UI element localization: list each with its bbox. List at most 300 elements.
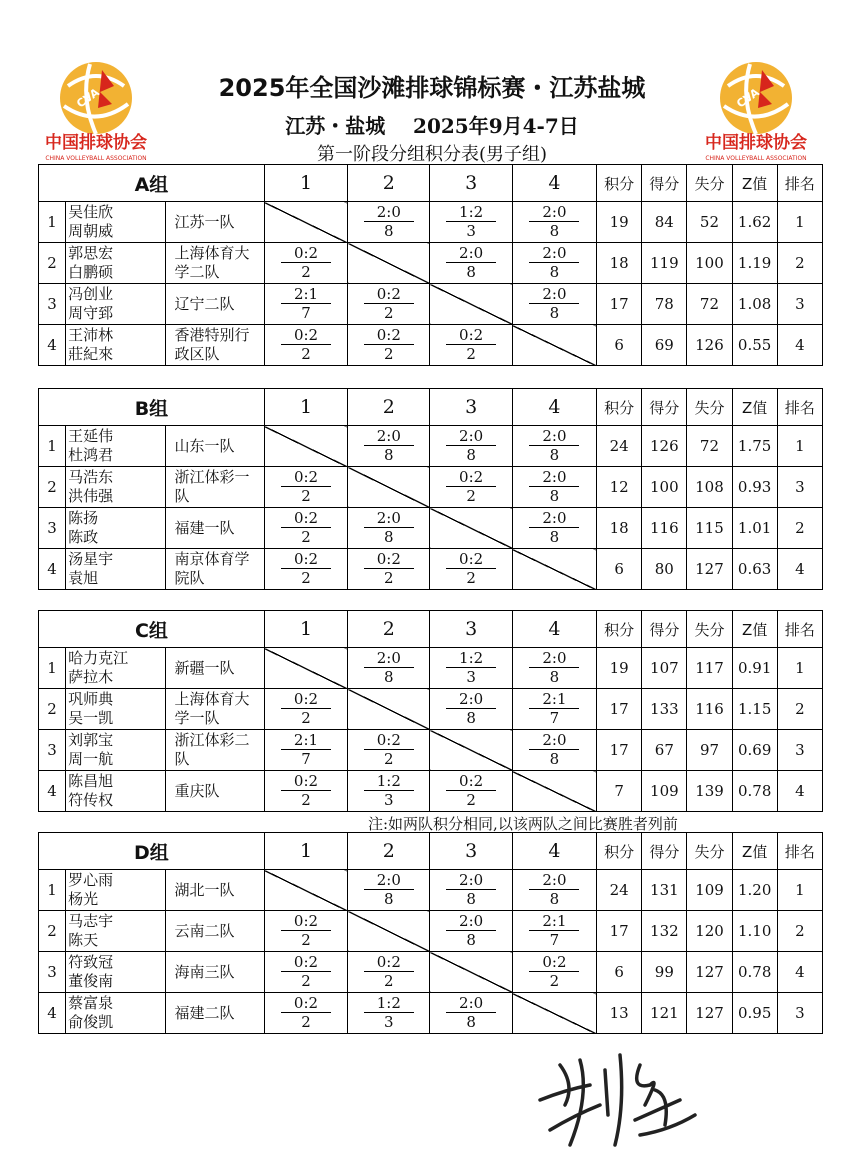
rank-value: 1 (777, 648, 822, 689)
match-score (446, 913, 496, 948)
match-result-cell (430, 771, 512, 812)
rank-value: 2 (777, 508, 822, 549)
scored-column-header: 得分 (642, 389, 687, 426)
points-value: 17 (597, 689, 642, 730)
team-number: 3 (39, 508, 66, 549)
match-result-cell (348, 870, 430, 911)
match-result-cell (264, 771, 347, 812)
match-points: 8 (549, 304, 560, 322)
match-score (364, 954, 414, 989)
set-score: 2:0 (364, 872, 414, 890)
team-name: 上海体育大学一队 (166, 689, 264, 730)
lost-value: 72 (687, 284, 732, 325)
scored-column-header: 得分 (642, 833, 687, 870)
match-points: 7 (549, 709, 560, 727)
scored-value: 132 (642, 911, 687, 952)
match-result-cell (512, 284, 596, 325)
set-score: 0:2 (281, 469, 331, 487)
opponent-column-header: 4 (512, 611, 596, 648)
set-score: 0:2 (281, 510, 331, 528)
rank-value: 2 (777, 911, 822, 952)
z-value: 1.62 (732, 202, 777, 243)
team-name: 山东一队 (166, 426, 264, 467)
set-score: 2:0 (446, 428, 496, 446)
self-match-cell (264, 648, 347, 689)
match-points: 8 (466, 890, 476, 908)
rank-column-header: 排名 (777, 833, 822, 870)
team-name: 云南二队 (166, 911, 264, 952)
player-names (66, 952, 166, 993)
scored-value: 116 (642, 508, 687, 549)
match-score (446, 650, 496, 685)
match-points: 2 (301, 263, 311, 281)
player-1: 陈扬 (68, 509, 99, 527)
match-points: 2 (466, 487, 476, 505)
match-result-cell (264, 508, 347, 549)
opponent-column-header: 2 (348, 165, 430, 202)
match-result-cell (512, 911, 596, 952)
rank-value: 2 (777, 689, 822, 730)
match-points: 8 (549, 487, 560, 505)
match-points: 8 (384, 528, 394, 546)
lost-value: 115 (687, 508, 732, 549)
svg-text:中国排球协会: 中国排球协会 (705, 133, 807, 153)
match-score (281, 691, 331, 726)
team-name: 新疆一队 (166, 648, 264, 689)
match-result-cell (430, 648, 512, 689)
player-names (66, 689, 166, 730)
player-names (66, 202, 166, 243)
self-match-cell (348, 467, 430, 508)
team-number: 1 (39, 426, 66, 467)
rank-value: 3 (777, 993, 822, 1034)
points-value: 6 (597, 325, 642, 366)
match-result-cell (430, 202, 512, 243)
points-value: 12 (597, 467, 642, 508)
match-score (364, 872, 414, 907)
match-result-cell (348, 952, 430, 993)
team-name: 浙江体彩一队 (166, 467, 264, 508)
match-points: 3 (466, 222, 476, 240)
player-2: 杜鸿君 (68, 446, 114, 464)
points-column-header: 积分 (597, 611, 642, 648)
opponent-column-header: 1 (264, 389, 347, 426)
points-value: 6 (597, 549, 642, 590)
team-number: 1 (39, 202, 66, 243)
match-points: 3 (384, 791, 394, 809)
match-score (529, 650, 579, 685)
team-name: 香港特别行政区队 (166, 325, 264, 366)
scored-value: 119 (642, 243, 687, 284)
player-names (66, 993, 166, 1034)
points-value: 17 (597, 284, 642, 325)
match-result-cell (348, 993, 430, 1034)
player-names (66, 648, 166, 689)
match-result-cell (264, 325, 347, 366)
team-name: 浙江体彩二队 (166, 730, 264, 771)
match-points: 7 (301, 304, 311, 322)
lost-value: 127 (687, 993, 732, 1034)
lost-value: 127 (687, 952, 732, 993)
set-score: 0:2 (364, 327, 414, 345)
player-1: 王延伟 (68, 427, 114, 445)
match-result-cell (348, 325, 430, 366)
z-value: 1.15 (732, 689, 777, 730)
match-score (446, 469, 496, 504)
set-score: 2:0 (529, 428, 579, 446)
set-score: 2:0 (529, 872, 579, 890)
rank-column-header: 排名 (777, 165, 822, 202)
player-1: 巩师典 (68, 690, 114, 708)
z-column-header: Z值 (732, 611, 777, 648)
match-result-cell (512, 689, 596, 730)
player-2: 周朝威 (68, 222, 114, 240)
match-points: 2 (301, 569, 311, 587)
z-value: 1.20 (732, 870, 777, 911)
set-score: 0:2 (364, 286, 414, 304)
team-row (39, 952, 823, 993)
points-value: 18 (597, 243, 642, 284)
match-result-cell (430, 993, 512, 1034)
match-score (364, 650, 414, 685)
lost-column-header: 失分 (687, 833, 732, 870)
match-score (446, 773, 496, 808)
match-score (446, 551, 496, 586)
z-value: 1.08 (732, 284, 777, 325)
group-name: A组 (39, 165, 265, 202)
points-column-header: 积分 (597, 389, 642, 426)
lost-value: 120 (687, 911, 732, 952)
points-value: 19 (597, 202, 642, 243)
set-score: 0:2 (281, 773, 331, 791)
set-score: 2:0 (364, 510, 414, 528)
set-score: 2:0 (529, 510, 579, 528)
z-value: 1.01 (732, 508, 777, 549)
table-title: 第一阶段分组积分表(男子组) (316, 144, 548, 165)
set-score: 0:2 (281, 995, 331, 1013)
player-2: 莊紀來 (68, 345, 114, 363)
opponent-column-header: 2 (348, 389, 430, 426)
self-match-cell (512, 549, 596, 590)
player-1: 刘郭宝 (68, 731, 114, 749)
scored-value: 78 (642, 284, 687, 325)
group-table-4 (38, 832, 823, 1034)
self-match-cell (264, 870, 347, 911)
lost-column-header: 失分 (687, 389, 732, 426)
points-value: 17 (597, 911, 642, 952)
rank-column-header: 排名 (777, 611, 822, 648)
set-score: 2:0 (529, 245, 579, 263)
rank-value: 2 (777, 243, 822, 284)
scored-value: 69 (642, 325, 687, 366)
points-value: 17 (597, 730, 642, 771)
match-score (446, 691, 496, 726)
match-score (446, 245, 496, 280)
match-result-cell (348, 284, 430, 325)
match-score (364, 327, 414, 362)
player-names (66, 325, 166, 366)
match-points: 2 (301, 931, 311, 949)
match-result-cell (348, 730, 430, 771)
player-1: 吴佳欣 (68, 203, 114, 221)
player-names (66, 549, 166, 590)
match-score (281, 327, 331, 362)
match-score (529, 428, 579, 463)
group-name: B组 (39, 389, 265, 426)
z-value: 0.78 (732, 771, 777, 812)
match-points: 2 (301, 487, 311, 505)
team-name: 上海体育大学二队 (166, 243, 264, 284)
opponent-column-header: 3 (430, 833, 512, 870)
player-1: 冯创业 (68, 285, 114, 303)
match-score (446, 327, 496, 362)
match-result-cell (264, 243, 347, 284)
team-row (39, 549, 823, 590)
player-2: 陈天 (68, 931, 99, 949)
team-number: 3 (39, 730, 66, 771)
player-1: 王沛林 (68, 326, 114, 344)
match-score (364, 286, 414, 321)
set-score: 0:2 (529, 954, 579, 972)
match-result-cell (348, 549, 430, 590)
match-points: 8 (466, 446, 476, 464)
opponent-column-header: 1 (264, 611, 347, 648)
points-value: 6 (597, 952, 642, 993)
team-name: 福建一队 (166, 508, 264, 549)
match-score (281, 551, 331, 586)
team-number: 3 (39, 952, 66, 993)
team-row (39, 730, 823, 771)
opponent-column-header: 3 (430, 165, 512, 202)
match-points: 8 (384, 446, 394, 464)
scored-value: 99 (642, 952, 687, 993)
set-score: 0:2 (364, 551, 414, 569)
match-result-cell (264, 549, 347, 590)
player-1: 符致冠 (68, 953, 114, 971)
lost-value: 108 (687, 467, 732, 508)
match-result-cell (348, 508, 430, 549)
match-result-cell (348, 648, 430, 689)
rank-column-header: 排名 (777, 389, 822, 426)
points-column-header: 积分 (597, 165, 642, 202)
scored-value: 126 (642, 426, 687, 467)
team-name: 南京体育学院队 (166, 549, 264, 590)
set-score: 0:2 (364, 954, 414, 972)
team-row (39, 648, 823, 689)
self-match-cell (348, 689, 430, 730)
match-score (529, 469, 579, 504)
set-score: 0:2 (364, 732, 414, 750)
set-score: 2:0 (529, 204, 579, 222)
z-value: 1.10 (732, 911, 777, 952)
self-match-cell (430, 508, 512, 549)
match-points: 2 (301, 791, 311, 809)
scored-column-header: 得分 (642, 611, 687, 648)
z-value: 1.19 (732, 243, 777, 284)
match-result-cell (264, 952, 347, 993)
match-result-cell (512, 648, 596, 689)
match-points: 8 (466, 263, 476, 281)
self-match-cell (430, 952, 512, 993)
set-score: 2:0 (446, 245, 496, 263)
match-result-cell (264, 467, 347, 508)
match-result-cell (430, 911, 512, 952)
scored-value: 107 (642, 648, 687, 689)
team-number: 4 (39, 771, 66, 812)
match-score (529, 691, 579, 726)
points-value: 13 (597, 993, 642, 1034)
match-result-cell (264, 730, 347, 771)
match-points: 2 (301, 1013, 311, 1031)
match-score (281, 469, 331, 504)
player-2: 吴一凯 (68, 709, 114, 727)
svg-text:CHINA VOLLEYBALL ASSOCIATION: CHINA VOLLEYBALL ASSOCIATION (45, 155, 147, 162)
team-row (39, 325, 823, 366)
match-points: 2 (301, 709, 311, 727)
match-result-cell (430, 426, 512, 467)
rank-value: 1 (777, 426, 822, 467)
player-1: 罗心雨 (68, 871, 114, 889)
rank-value: 4 (777, 325, 822, 366)
self-match-cell (512, 325, 596, 366)
set-score: 0:2 (446, 773, 496, 791)
match-result-cell (264, 993, 347, 1034)
match-points: 8 (549, 750, 560, 768)
set-score: 2:0 (364, 650, 414, 668)
opponent-column-header: 2 (348, 611, 430, 648)
match-score (364, 204, 414, 239)
set-score: 0:2 (281, 551, 331, 569)
team-number: 4 (39, 993, 66, 1034)
match-score (364, 510, 414, 545)
scored-value: 80 (642, 549, 687, 590)
lost-value: 97 (687, 730, 732, 771)
player-2: 符传权 (68, 791, 114, 809)
match-points: 3 (384, 1013, 394, 1031)
z-column-header: Z值 (732, 389, 777, 426)
rank-value: 3 (777, 730, 822, 771)
match-points: 8 (466, 709, 476, 727)
team-row (39, 993, 823, 1034)
self-match-cell (264, 202, 347, 243)
player-names (66, 870, 166, 911)
player-names (66, 730, 166, 771)
player-2: 俞俊凯 (68, 1013, 114, 1031)
group-table-3 (38, 610, 823, 812)
match-points: 8 (384, 890, 394, 908)
player-1: 郭思宏 (68, 244, 114, 262)
player-names (66, 467, 166, 508)
team-row (39, 689, 823, 730)
team-row (39, 243, 823, 284)
match-points: 8 (549, 263, 560, 281)
player-1: 马浩东 (68, 468, 114, 486)
team-number: 1 (39, 870, 66, 911)
group-name: C组 (39, 611, 265, 648)
team-name: 海南三队 (166, 952, 264, 993)
match-result-cell (512, 202, 596, 243)
points-value: 24 (597, 870, 642, 911)
match-score (364, 995, 414, 1030)
lost-value: 100 (687, 243, 732, 284)
lost-column-header: 失分 (687, 611, 732, 648)
team-row (39, 870, 823, 911)
svg-text:CHINA VOLLEYBALL ASSOCIATION: CHINA VOLLEYBALL ASSOCIATION (705, 155, 807, 162)
set-score: 2:1 (529, 691, 579, 709)
player-2: 董俊南 (68, 972, 114, 990)
points-value: 18 (597, 508, 642, 549)
opponent-column-header: 4 (512, 389, 596, 426)
lost-value: 72 (687, 426, 732, 467)
rank-value: 4 (777, 952, 822, 993)
self-match-cell (430, 284, 512, 325)
set-score: 2:0 (529, 469, 579, 487)
player-2: 袁旭 (68, 569, 99, 587)
match-points: 7 (301, 750, 311, 768)
lost-value: 127 (687, 549, 732, 590)
match-score (364, 773, 414, 808)
match-result-cell (430, 689, 512, 730)
match-points: 2 (466, 791, 476, 809)
team-number: 4 (39, 325, 66, 366)
player-names (66, 426, 166, 467)
match-score (446, 872, 496, 907)
player-2: 洪伟强 (68, 487, 114, 505)
player-1: 汤星宇 (68, 550, 114, 568)
match-score (529, 872, 579, 907)
tiebreak-note: 注:如两队积分相同,以该两队之间比赛胜者列前 (368, 815, 678, 833)
match-points: 2 (301, 528, 311, 546)
match-score (529, 510, 579, 545)
match-score (281, 954, 331, 989)
z-value: 0.91 (732, 648, 777, 689)
player-names (66, 771, 166, 812)
match-points: 8 (549, 890, 560, 908)
set-score: 2:1 (281, 286, 331, 304)
team-row (39, 202, 823, 243)
group-table-2 (38, 388, 823, 590)
match-points: 3 (466, 668, 476, 686)
scored-value: 109 (642, 771, 687, 812)
self-match-cell (348, 243, 430, 284)
team-name: 福建二队 (166, 993, 264, 1034)
set-score: 0:2 (281, 245, 331, 263)
match-score (364, 551, 414, 586)
match-score (446, 204, 496, 239)
match-score (529, 286, 579, 321)
z-value: 1.75 (732, 426, 777, 467)
location-date: 江苏・盐城 2025年9月4-7日 (285, 114, 579, 138)
match-score (281, 286, 331, 321)
group-table-1 (38, 164, 823, 366)
match-points: 8 (384, 668, 394, 686)
match-score (529, 732, 579, 767)
rank-value: 4 (777, 549, 822, 590)
match-points: 8 (384, 222, 394, 240)
set-score: 0:2 (281, 327, 331, 345)
team-row (39, 426, 823, 467)
rank-value: 1 (777, 870, 822, 911)
set-score: 2:0 (364, 204, 414, 222)
match-score (529, 913, 579, 948)
match-points: 2 (384, 569, 394, 587)
match-result-cell (430, 549, 512, 590)
lost-value: 116 (687, 689, 732, 730)
match-score (281, 510, 331, 545)
opponent-column-header: 4 (512, 165, 596, 202)
match-score (446, 995, 496, 1030)
match-points: 2 (549, 972, 560, 990)
